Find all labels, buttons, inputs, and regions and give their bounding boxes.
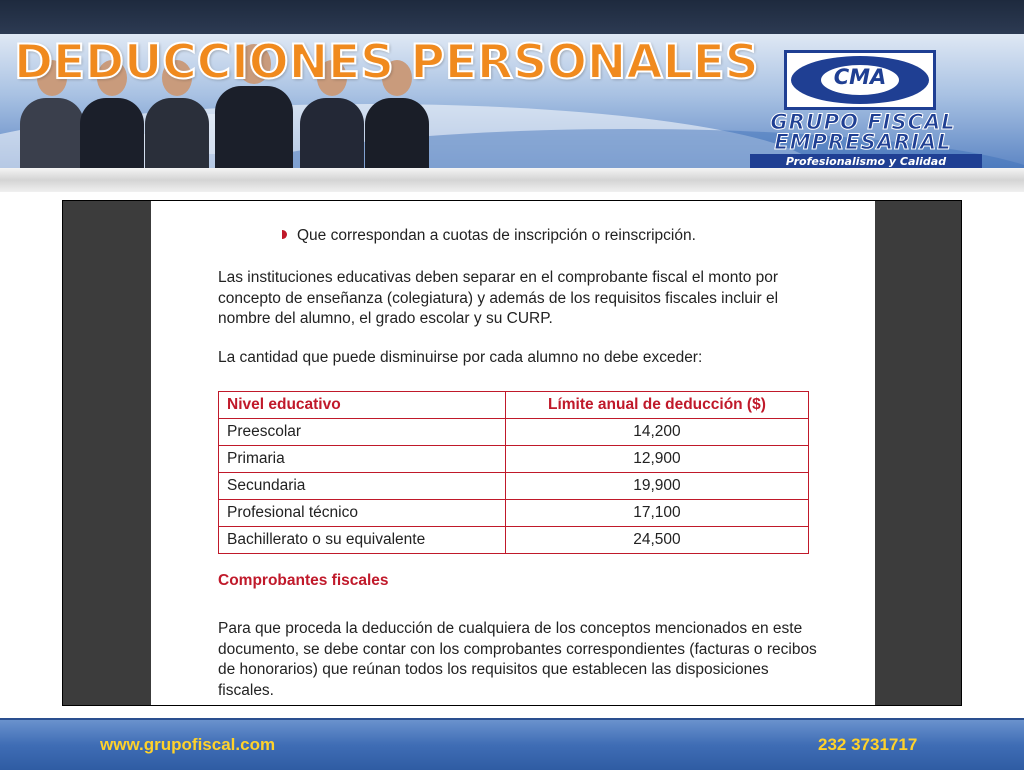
cell-level: Bachillerato o su equivalente bbox=[219, 527, 506, 554]
cell-level: Profesional técnico bbox=[219, 500, 506, 527]
column-header-level: Nivel educativo bbox=[219, 392, 506, 419]
table-row bbox=[219, 500, 809, 527]
page-title: DEDUCCIONES PERSONALES bbox=[14, 35, 759, 90]
table-row bbox=[219, 446, 809, 473]
document-page bbox=[151, 201, 875, 705]
logo-company-name: GRUPO FISCAL bbox=[770, 110, 956, 134]
cell-level: Primaria bbox=[219, 446, 506, 473]
logo-emblem bbox=[784, 50, 936, 110]
paragraph-requirements: Las instituciones educativas deben separar en el comprobante fiscal el monto por concepto de enseñanza (colegiatura) y además de los requisitos fiscales incluir el nombre del alumno, el grado escolar y su CURP. bbox=[218, 269, 779, 327]
cell-limit: 24,500 bbox=[505, 527, 808, 554]
cell-limit: 19,900 bbox=[505, 473, 808, 500]
document-frame bbox=[62, 200, 962, 706]
column-header-limit: Límite anual de deducción ($) bbox=[505, 392, 808, 419]
cell-limit: 12,900 bbox=[505, 446, 808, 473]
top-bar bbox=[0, 0, 1024, 34]
cell-limit: 17,100 bbox=[505, 500, 808, 527]
table-header-row bbox=[219, 392, 809, 419]
logo-company-name-2: EMPRESARIAL bbox=[774, 130, 952, 154]
section-title: Comprobantes fiscales bbox=[218, 572, 389, 589]
cell-level: Secundaria bbox=[219, 473, 506, 500]
bullet-text: Que correspondan a cuotas de inscripción o reinscripción. bbox=[297, 227, 696, 244]
paragraph-limit-intro: La cantidad que puede disminuirse por cada alumno no debe exceder: bbox=[218, 349, 703, 366]
cell-level: Preescolar bbox=[219, 419, 506, 446]
header-banner bbox=[0, 34, 1024, 168]
footer-bar bbox=[0, 718, 1024, 770]
bullet-item bbox=[282, 227, 696, 245]
phone-number: 232 3731717 bbox=[818, 735, 918, 754]
deduction-limits-table bbox=[218, 391, 809, 554]
table-row bbox=[219, 419, 809, 446]
cell-limit: 14,200 bbox=[505, 419, 808, 446]
paragraph-receipts: Para que proceda la deducción de cualquiera de los conceptos mencionados en este documento, se debe contar con los comprobantes correspondientes (facturas o recibos de honorarios) que reúnan todos los requisitos que establecen las disposiciones fiscales. bbox=[218, 620, 817, 699]
bullet-icon bbox=[282, 230, 287, 239]
header-divider bbox=[0, 168, 1024, 192]
table-row bbox=[219, 527, 809, 554]
website-link[interactable]: www.grupofiscal.com bbox=[100, 735, 276, 754]
logo-abbreviation: CMA bbox=[833, 65, 887, 89]
table-row bbox=[219, 473, 809, 500]
logo-tagline: Profesionalismo y Calidad bbox=[750, 154, 982, 168]
company-logo bbox=[738, 44, 988, 168]
